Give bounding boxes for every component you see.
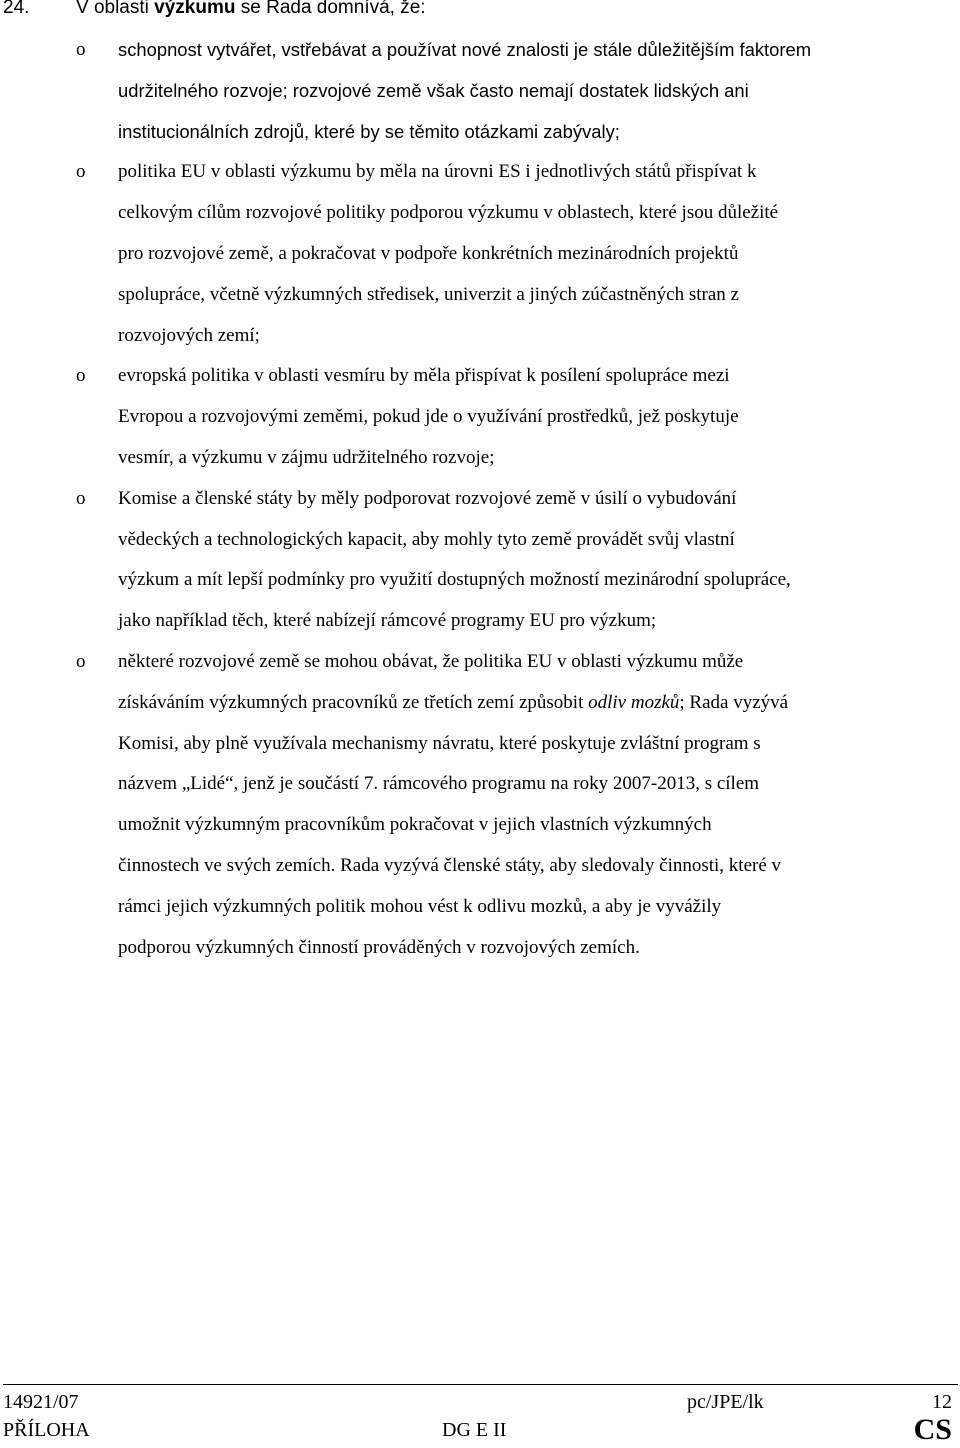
footer-page-number: 12 <box>932 1391 952 1413</box>
text-line: institucionálních zdrojů, které by se těmito otázkami zabývaly; <box>118 120 620 142</box>
text-line: podporou výzkumných činností prováděných v rozvojových zemích. <box>118 936 640 958</box>
text-segment: získáváním výzkumných pracovníků ze třetích zemí způsobit <box>118 691 589 713</box>
italic-term: odliv mozků <box>588 691 680 713</box>
text-line: jako například těch, které nabízejí rámcové programy EU pro výzkum; <box>118 610 657 632</box>
point-heading <box>0 0 960 32</box>
list-item-text <box>118 356 958 478</box>
list-item <box>0 30 960 152</box>
text-line: spolupráce, včetně výzkumných středisek, univerzit a jiných zúčastněných stran z <box>118 283 739 305</box>
footer-language-code: CS <box>913 1413 952 1446</box>
text-line: vědeckých a technologických kapacit, aby mohly tyto země provádět svůj vlastní <box>118 528 735 550</box>
bullet-marker: o <box>76 650 86 672</box>
list-item <box>0 642 960 968</box>
text-line: evropská politika v oblasti vesmíru by měla přispívat k posílení spolupráce mezi <box>118 365 730 387</box>
list-item-text <box>118 152 958 356</box>
list-item <box>0 152 960 356</box>
text-line: rámci jejich výzkumných politik mohou vést k odlivu mozků, a aby je vyvážily <box>118 895 722 917</box>
bullet-marker: o <box>76 365 86 387</box>
bullet-marker: o <box>76 161 86 183</box>
list-item-text <box>118 479 958 642</box>
text-line: rozvojových zemí; <box>118 324 260 346</box>
footer-doc-number: 14921/07 <box>3 1391 79 1413</box>
text-line: celkovým cílům rozvojové politiky podporou výzkumu v oblastech, které jsou důležité <box>118 202 779 224</box>
text-line: vesmír, a výzkumu v zájmu udržitelného rozvoje; <box>118 446 495 468</box>
bullet-marker: o <box>76 39 86 60</box>
text-line: Evropou a rozvojovými zeměmi, pokud jde o využívání prostředků, jež poskytuje <box>118 406 739 428</box>
point-intro <box>76 0 426 24</box>
text-line: názvem „Lidé“, jenž je součástí 7. rámcového programu na roky 2007-2013, s cílem <box>118 773 760 795</box>
intro-text-end: se Rada domnívá, že: <box>235 0 426 18</box>
footer-directorate: DG E II <box>442 1419 507 1441</box>
text-line: činnostech ve svých zemích. Rada vyzývá členské státy, aby sledovaly činnosti, které v <box>118 854 782 876</box>
text-line: některé rozvojové země se mohou obávat, že politika EU v oblasti výzkumu může <box>118 650 744 672</box>
list-item-text <box>118 642 958 968</box>
intro-bold-term: výzkumu <box>154 0 236 18</box>
text-line: politika EU v oblasti výzkumu by měla na úrovni ES i jednotlivých států přispívat k <box>118 161 757 183</box>
text-line: pro rozvojové země, a pokračovat v podpoře konkrétních mezinárodních projektů <box>118 242 739 264</box>
intro-text-start: V oblasti <box>76 0 155 18</box>
bullet-list <box>0 30 960 968</box>
text-line: umožnit výzkumným pracovníkům pokračovat v jejich vlastních výzkumných <box>118 814 712 836</box>
text-line <box>118 683 958 724</box>
list-item <box>0 356 960 478</box>
point-number: 24. <box>3 0 30 18</box>
text-line: Komisi, aby plně využívala mechanismy návratu, které poskytuje zvláštní program s <box>118 732 761 754</box>
bullet-marker: o <box>76 487 86 509</box>
text-segment: ; Rada vyzývá <box>679 691 789 713</box>
footer-divider <box>3 1384 958 1385</box>
text-line: výzkum a mít lepší podmínky pro využití dostupných možností mezinárodní spolupráce, <box>118 569 791 591</box>
text-line: Komise a členské státy by měly podporovat rozvojové země v úsilí o vybudování <box>118 487 737 509</box>
text-line: udržitelného rozvoje; rozvojové země však často nemají dostatek lidských ani <box>118 79 749 101</box>
list-item <box>0 479 960 642</box>
list-item-text <box>118 30 958 152</box>
footer-initials: pc/JPE/lk <box>687 1391 764 1413</box>
footer-annex-label: PŘÍLOHA <box>3 1419 90 1441</box>
text-line: schopnost vytvářet, vstřebávat a používat nové znalosti je stále důležitějším faktorem <box>118 39 812 60</box>
